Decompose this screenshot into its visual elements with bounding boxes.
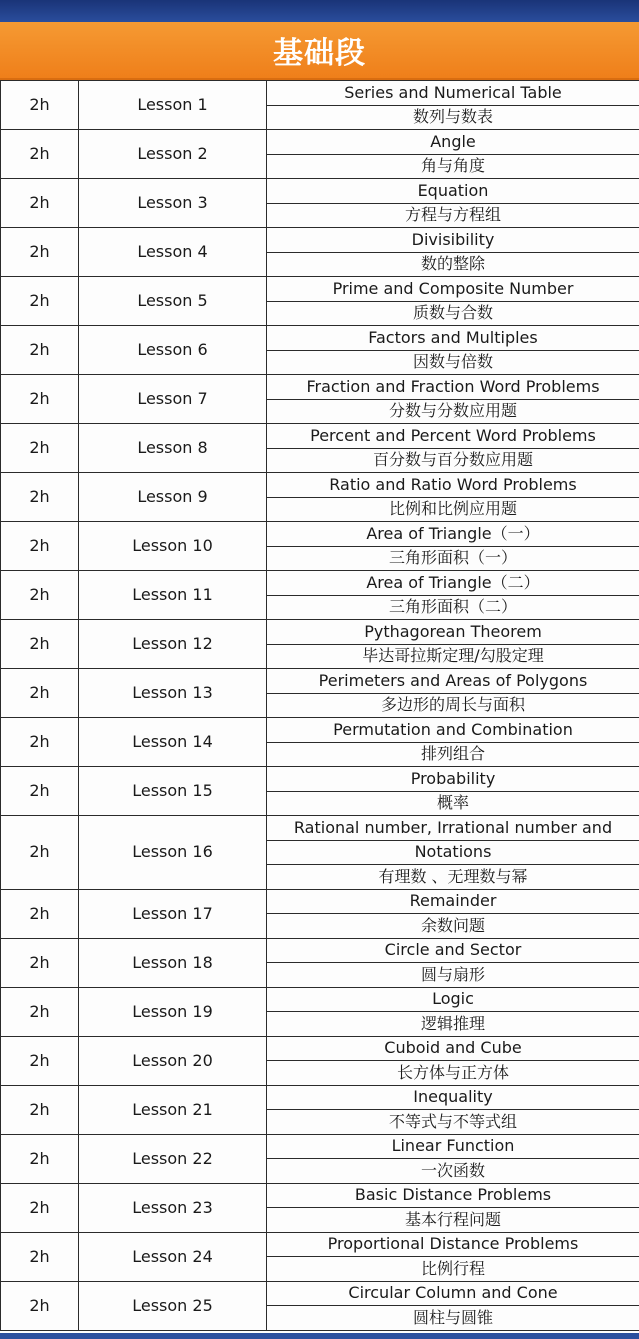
table-row — [1, 889, 639, 914]
section-title: 基础段 — [273, 36, 366, 71]
topic-english-cell: Area of Triangle（二） — [267, 571, 639, 596]
topic-english-cell: Prime and Composite Number — [267, 277, 639, 302]
topic-chinese-cell: 余数问题 — [267, 914, 639, 939]
topic-english-cell: Basic Distance Problems — [267, 1183, 639, 1208]
lesson-table — [0, 80, 639, 1331]
lesson-table-body — [1, 81, 639, 1331]
topic-english-cell: Rational number, Irrational number and — [267, 816, 639, 841]
lesson-number-cell: Lesson 22 — [79, 1134, 267, 1183]
duration-cell: 2h — [1, 130, 79, 179]
duration-cell: 2h — [1, 277, 79, 326]
lesson-number-cell: Lesson 20 — [79, 1036, 267, 1085]
duration-cell: 2h — [1, 375, 79, 424]
lesson-number-cell: Lesson 15 — [79, 767, 267, 816]
table-row — [1, 130, 639, 155]
topic-english-cell: Angle — [267, 130, 639, 155]
topic-chinese-cell: 多边形的周长与面积 — [267, 693, 639, 718]
duration-cell: 2h — [1, 1281, 79, 1330]
topic-chinese-cell: 百分数与百分数应用题 — [267, 448, 639, 473]
lesson-number-cell: Lesson 19 — [79, 987, 267, 1036]
bottom-banner-strip — [0, 1333, 639, 1339]
topic-chinese-cell: 基本行程问题 — [267, 1208, 639, 1233]
table-row — [1, 1183, 639, 1208]
lesson-number-cell: Lesson 6 — [79, 326, 267, 375]
lesson-number-cell: Lesson 5 — [79, 277, 267, 326]
top-banner-strip — [0, 0, 639, 22]
lesson-number-cell: Lesson 7 — [79, 375, 267, 424]
topic-chinese-cell: 质数与合数 — [267, 301, 639, 326]
topic-english-cell: Cuboid and Cube — [267, 1036, 639, 1061]
table-row — [1, 1036, 639, 1061]
duration-cell: 2h — [1, 816, 79, 890]
duration-cell: 2h — [1, 767, 79, 816]
table-row — [1, 522, 639, 547]
topic-english-cell: Inequality — [267, 1085, 639, 1110]
table-row — [1, 571, 639, 596]
topic-chinese-cell: 比例行程 — [267, 1257, 639, 1282]
topic-english-cell: Fraction and Fraction Word Problems — [267, 375, 639, 400]
duration-cell: 2h — [1, 473, 79, 522]
topic-chinese-cell: 有理数 、无理数与幂 — [267, 865, 639, 890]
topic-english-cell: Proportional Distance Problems — [267, 1232, 639, 1257]
table-row — [1, 816, 639, 841]
topic-english-cell: Ratio and Ratio Word Problems — [267, 473, 639, 498]
duration-cell: 2h — [1, 718, 79, 767]
duration-cell: 2h — [1, 179, 79, 228]
table-row — [1, 375, 639, 400]
lesson-number-cell: Lesson 8 — [79, 424, 267, 473]
topic-chinese-cell: 方程与方程组 — [267, 203, 639, 228]
table-row — [1, 718, 639, 743]
topic-chinese-cell: 角与角度 — [267, 154, 639, 179]
topic-english-cell: Divisibility — [267, 228, 639, 253]
topic-english-cell: Area of Triangle（一） — [267, 522, 639, 547]
table-row — [1, 424, 639, 449]
topic-english-cell: Probability — [267, 767, 639, 792]
topic-chinese-cell: 长方体与正方体 — [267, 1061, 639, 1086]
lesson-number-cell: Lesson 25 — [79, 1281, 267, 1330]
lesson-number-cell: Lesson 21 — [79, 1085, 267, 1134]
topic-chinese-cell: 一次函数 — [267, 1159, 639, 1184]
topic-chinese-cell: 逻辑推理 — [267, 1012, 639, 1037]
topic-chinese-cell: 圆柱与圆锥 — [267, 1306, 639, 1331]
topic-chinese-cell: 概率 — [267, 791, 639, 816]
duration-cell: 2h — [1, 889, 79, 938]
table-row — [1, 326, 639, 351]
topic-chinese-cell: 不等式与不等式组 — [267, 1110, 639, 1135]
table-row — [1, 473, 639, 498]
lesson-number-cell: Lesson 2 — [79, 130, 267, 179]
duration-cell: 2h — [1, 1085, 79, 1134]
topic-english-cell: Logic — [267, 987, 639, 1012]
topic-english-cell: Series and Numerical Table — [267, 81, 639, 106]
table-row — [1, 767, 639, 792]
duration-cell: 2h — [1, 1232, 79, 1281]
duration-cell: 2h — [1, 522, 79, 571]
topic-chinese-cell: 分数与分数应用题 — [267, 399, 639, 424]
lesson-number-cell: Lesson 24 — [79, 1232, 267, 1281]
topic-english-cell: Linear Function — [267, 1134, 639, 1159]
table-row — [1, 620, 639, 645]
duration-cell: 2h — [1, 620, 79, 669]
topic-english-cell: Percent and Percent Word Problems — [267, 424, 639, 449]
duration-cell: 2h — [1, 987, 79, 1036]
duration-cell: 2h — [1, 1036, 79, 1085]
table-row — [1, 938, 639, 963]
lesson-number-cell: Lesson 23 — [79, 1183, 267, 1232]
lesson-table-container — [0, 80, 639, 1333]
lesson-number-cell: Lesson 3 — [79, 179, 267, 228]
duration-cell: 2h — [1, 1134, 79, 1183]
duration-cell: 2h — [1, 424, 79, 473]
lesson-number-cell: Lesson 1 — [79, 81, 267, 130]
duration-cell: 2h — [1, 938, 79, 987]
lesson-number-cell: Lesson 14 — [79, 718, 267, 767]
topic-chinese-cell: 毕达哥拉斯定理/勾股定理 — [267, 644, 639, 669]
table-row — [1, 1085, 639, 1110]
topic-english-cell-continued: Notations — [267, 840, 639, 865]
table-row — [1, 179, 639, 204]
table-row — [1, 81, 639, 106]
section-header — [0, 22, 639, 80]
lesson-number-cell: Lesson 16 — [79, 816, 267, 890]
lesson-number-cell: Lesson 18 — [79, 938, 267, 987]
topic-chinese-cell: 数的整除 — [267, 252, 639, 277]
topic-chinese-cell: 圆与扇形 — [267, 963, 639, 988]
topic-chinese-cell: 排列组合 — [267, 742, 639, 767]
topic-english-cell: Circle and Sector — [267, 938, 639, 963]
table-row — [1, 1281, 639, 1306]
duration-cell: 2h — [1, 571, 79, 620]
lesson-number-cell: Lesson 12 — [79, 620, 267, 669]
lesson-number-cell: Lesson 17 — [79, 889, 267, 938]
topic-english-cell: Perimeters and Areas of Polygons — [267, 669, 639, 694]
topic-chinese-cell: 数列与数表 — [267, 105, 639, 130]
table-row — [1, 669, 639, 694]
topic-english-cell: Permutation and Combination — [267, 718, 639, 743]
lesson-number-cell: Lesson 4 — [79, 228, 267, 277]
topic-chinese-cell: 比例和比例应用题 — [267, 497, 639, 522]
duration-cell: 2h — [1, 669, 79, 718]
table-row — [1, 1232, 639, 1257]
table-row — [1, 1134, 639, 1159]
topic-english-cell: Factors and Multiples — [267, 326, 639, 351]
topic-english-cell: Remainder — [267, 889, 639, 914]
duration-cell: 2h — [1, 228, 79, 277]
topic-english-cell: Equation — [267, 179, 639, 204]
duration-cell: 2h — [1, 326, 79, 375]
topic-chinese-cell: 因数与倍数 — [267, 350, 639, 375]
table-row — [1, 277, 639, 302]
lesson-number-cell: Lesson 9 — [79, 473, 267, 522]
lesson-number-cell: Lesson 10 — [79, 522, 267, 571]
topic-chinese-cell: 三角形面积（一） — [267, 546, 639, 571]
topic-english-cell: Circular Column and Cone — [267, 1281, 639, 1306]
table-row — [1, 228, 639, 253]
table-row — [1, 987, 639, 1012]
topic-chinese-cell: 三角形面积（二） — [267, 595, 639, 620]
topic-english-cell: Pythagorean Theorem — [267, 620, 639, 645]
duration-cell: 2h — [1, 81, 79, 130]
lesson-number-cell: Lesson 11 — [79, 571, 267, 620]
lesson-number-cell: Lesson 13 — [79, 669, 267, 718]
duration-cell: 2h — [1, 1183, 79, 1232]
